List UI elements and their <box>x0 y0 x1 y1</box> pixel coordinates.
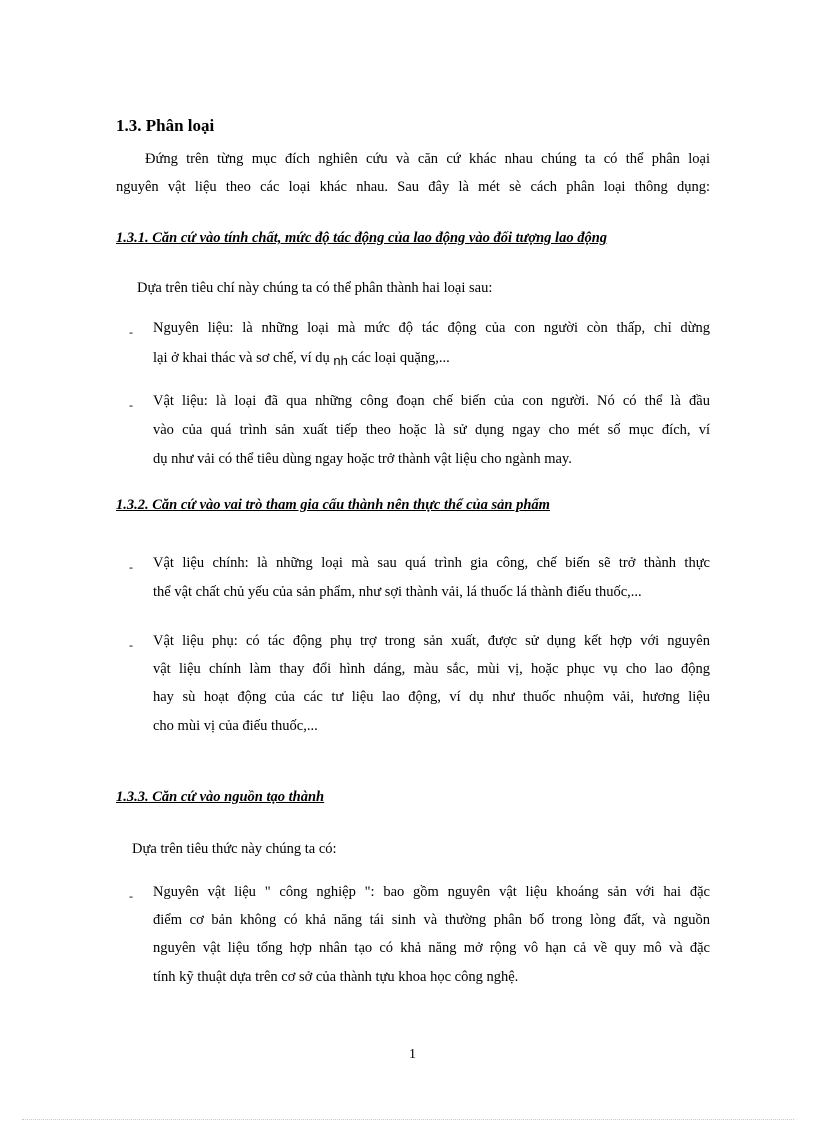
page-bottom-divider <box>22 1119 794 1120</box>
subsection-title-132: 1.3.2. Căn cứ vào vai trò tham gia cấu thành nên thực thể của sản phẩm <box>116 497 550 513</box>
s132-item2-line1: Vật liệu phụ: có tác động phụ trợ trong sản xuất, được sử dụng kết hợp với nguyên <box>153 633 710 649</box>
s131-item2-line2: vào của quá trình sản xuất tiếp theo hoặc là sử dụng ngay cho mét số mục đích, ví <box>153 422 710 438</box>
section-title: 1.3. Phân loại <box>116 116 215 135</box>
s131-item1-line2 <box>153 350 450 367</box>
intro-line-1: Đứng trên từng mục đích nghiên cứu và căn cứ khác nhau chúng ta có thể phân loại <box>145 151 710 167</box>
s132-item2-line4: cho mùi vị của điếu thuốc,... <box>153 718 318 734</box>
subsection-133-lead: Dựa trên tiêu thức này chúng ta có: <box>132 841 337 857</box>
subsection-title-131: 1.3.1. Căn cứ vào tính chất, mức độ tác động của lao động vào đối tượng lao động <box>116 230 608 246</box>
s131-item2-line3: dụ như vải có thể tiêu dùng ngay hoặc trở thành vật liệu cho ngành may. <box>153 451 572 467</box>
bullet-marker: - <box>129 889 133 903</box>
s133-item1-line4: tính kỹ thuật dựa trên cơ sở của thành tựu khoa học công nghệ. <box>153 969 519 985</box>
s133-item1-line2: điểm cơ bản không có khả năng tái sinh và thường phân bố trong lòng đất, và nguồn <box>153 912 710 928</box>
s131-item2-line1: Vật liệu: là loại đã qua những công đoạn chế biến của con người. Nó có thể là đầu <box>153 393 710 409</box>
s132-item1-line1: Vật liệu chính: là những loại mà sau quá trình gia công, chế biến sẽ trở thành thực <box>153 555 710 571</box>
s131-item1-line2-text: lại ở khai thác và sơ chế, ví dụ <box>153 350 330 366</box>
s132-item2-line2: vật liệu chính làm thay đổi hình dáng, màu sắc, mùi vị, hoặc phục vụ cho lao động <box>153 661 710 677</box>
s133-item1-line1: Nguyên vật liệu " công nghiệp ": bao gồm nguyên vật liệu khoáng sản với hai đặc <box>153 884 710 900</box>
s133-item1-line3: nguyên vật liệu tổng hợp nhân tạo có khả năng mở rộng vô hạn cả về quy mô và đặc <box>153 940 710 956</box>
bullet-marker: - <box>129 638 133 652</box>
s132-item2-line3: hay sù hoạt động của các tư liệu lao động, ví dụ như thuốc nhuộm vải, hương liệu <box>153 689 710 705</box>
bullet-marker: - <box>129 560 133 574</box>
s131-item1-line2-tail: các loại quặng,... <box>351 350 450 366</box>
subsection-title-133: 1.3.3. Căn cứ vào nguồn tạo thành <box>116 789 325 805</box>
page-number: 1 <box>409 1047 416 1062</box>
s131-item1-fragment: nh <box>333 353 348 368</box>
intro-line-2: nguyên vật liệu theo các loại khác nhau. Sau đây là mét sè cách phân loại thông dụng: <box>116 179 710 195</box>
s131-item1-line1: Nguyên liệu: là những loại mà mức độ tác động của con người còn thấp, chỉ dừng <box>153 320 710 336</box>
bullet-marker: - <box>129 398 133 412</box>
subsection-131-lead: Dựa trên tiêu chí này chúng ta có thể phân thành hai loại sau: <box>137 280 493 296</box>
bullet-marker: - <box>129 325 133 339</box>
s132-item1-line2: thể vật chất chủ yếu của sản phẩm, như sợi thành vải, lá thuốc lá thành điếu thuốc,... <box>153 584 642 600</box>
